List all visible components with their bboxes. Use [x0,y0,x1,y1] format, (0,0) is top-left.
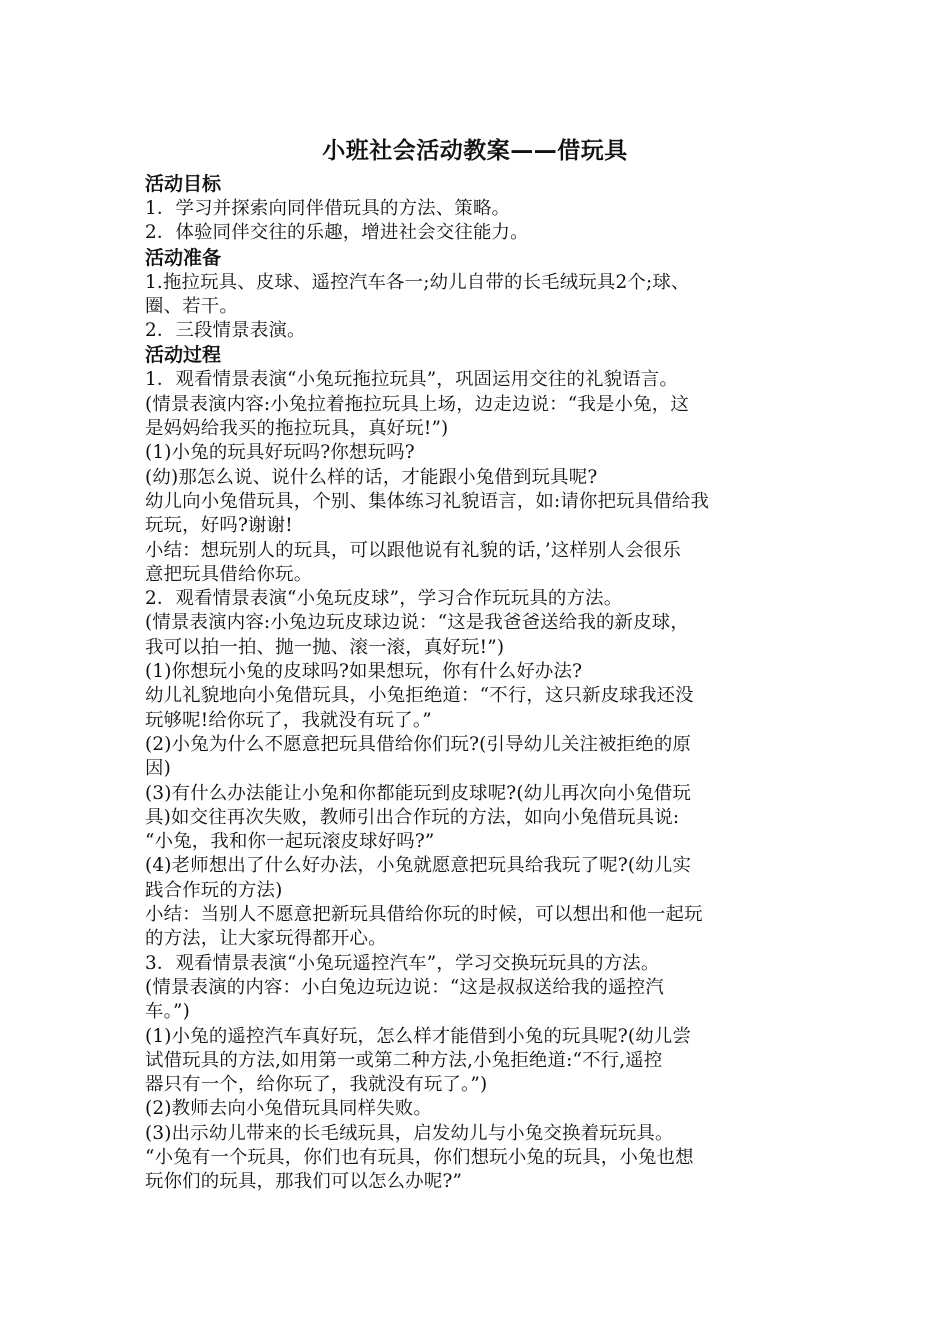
text-line: 玩玩，好吗?谢谢! [145,515,293,537]
section-heading: 活动准备 [145,246,222,269]
text-line: 具)如交往再次失败，教师引出合作玩的方法，如向小兔借玩具说: [145,806,680,828]
text-line: 幼儿礼貌地向小兔借玩具，小兔拒绝道：“不行，这只新皮球我还没 [145,685,694,707]
document-body [145,172,815,1195]
text-line: 小结：当别人不愿意把新玩具借给你玩的时候，可以想出和他一起玩 [145,904,703,926]
text-line: 器只有一个，给你玩了，我就没有玩了。”) [145,1074,488,1096]
text-line: 玩你们的玩具，那我们可以怎么办呢?” [145,1171,463,1193]
text-line: (3)出示幼儿带来的长毛绒玩具，启发幼儿与小兔交换着玩玩具。 [145,1122,674,1144]
text-line: (1)小兔的遥控汽车真好玩，怎么样才能借到小兔的玩具呢?(幼儿尝 [145,1025,692,1047]
text-line: (情景表演内容:小兔边玩皮球边说：“这是我爸爸送给我的新皮球， [145,612,689,634]
text-line: 圈、若干。 [145,295,238,317]
text-line: (1)你想玩小兔的皮球吗?如果想玩，你有什么好办法? [145,661,583,683]
text-line: 2．三段情景表演。 [145,320,306,342]
text-line: 幼儿向小兔借玩具，个别、集体练习礼貌语言，如:请你把玩具借给我 [145,490,710,512]
text-line: (情景表演的内容：小白兔边玩边说：“这是叔叔送给我的遥控汽 [145,976,664,998]
text-line: (1)小兔的玩具好玩吗?你想玩吗? [145,442,415,464]
text-line: (4)老师想出了什么好办法，小兔就愿意把玩具给我玩了呢?(幼儿实 [145,855,692,877]
text-line: 3．观看情景表演“小兔玩遥控汽车”，学习交换玩玩具的方法。 [145,952,660,974]
section-heading: 活动目标 [145,173,222,195]
text-line: (3)有什么办法能让小兔和你都能玩到皮球呢?(幼儿再次向小兔借玩 [145,782,692,804]
text-line: 的方法，让大家玩得都开心。 [145,928,387,950]
text-line: (幼)那怎么说、说什么样的话，才能跟小兔借到玩具呢? [145,466,598,488]
text-line: “小兔有一个玩具，你们也有玩具，你们想玩小兔的玩具，小兔也想 [145,1146,694,1168]
text-line: 我可以拍一拍、抛一抛、滚一滚，真好玩!”) [145,636,505,658]
text-line: 是妈妈给我买的拖拉玩具，真好玩!”) [145,418,449,440]
section-heading: 活动过程 [145,344,222,367]
text-line: (2)小兔为什么不愿意把玩具借给你们玩?(引导幼儿关注被拒绝的原 [145,733,692,755]
text-line: 1．观看情景表演“小兔玩拖拉玩具”，巩固运用交往的礼貌语言。 [145,369,679,391]
text-line: 2．观看情景表演“小兔玩皮球”，学习合作玩玩具的方法。 [145,588,623,610]
text-line: 试借玩具的方法,如用第一或第二种方法,小兔拒绝道:“不行,遥控 [145,1049,663,1071]
text-line: 2．体验同伴交往的乐趣，增进社会交往能力。 [145,222,529,244]
text-line: (2)教师去向小兔借玩具同样失败。 [145,1098,432,1120]
text-line: 1．学习并探索向同伴借玩具的方法、策略。 [145,198,511,219]
text-line: (情景表演内容:小兔拉着拖拉玩具上场，边走边说：“我是小兔，这 [145,393,689,415]
text-line: 玩够呢!给你玩了，我就没有玩了。” [145,709,432,731]
text-line: 车。”) [145,1001,190,1023]
text-line: 践合作玩的方法) [145,879,283,901]
text-line: 因) [145,758,171,780]
document-title: 小班社会活动教案——借玩具 [322,138,628,164]
text-line: “小兔，我和你一起玩滚皮球好吗?” [145,831,435,853]
text-line: 1.拖拉玩具、皮球、遥控汽车各一;幼儿自带的长毛绒玩具2个;球、 [145,271,690,293]
text-line: 意把玩具借给你玩。 [145,563,313,585]
text-line: 小结：想玩别人的玩具，可以跟他说有礼貌的话，’这样别人会很乐 [145,539,681,561]
